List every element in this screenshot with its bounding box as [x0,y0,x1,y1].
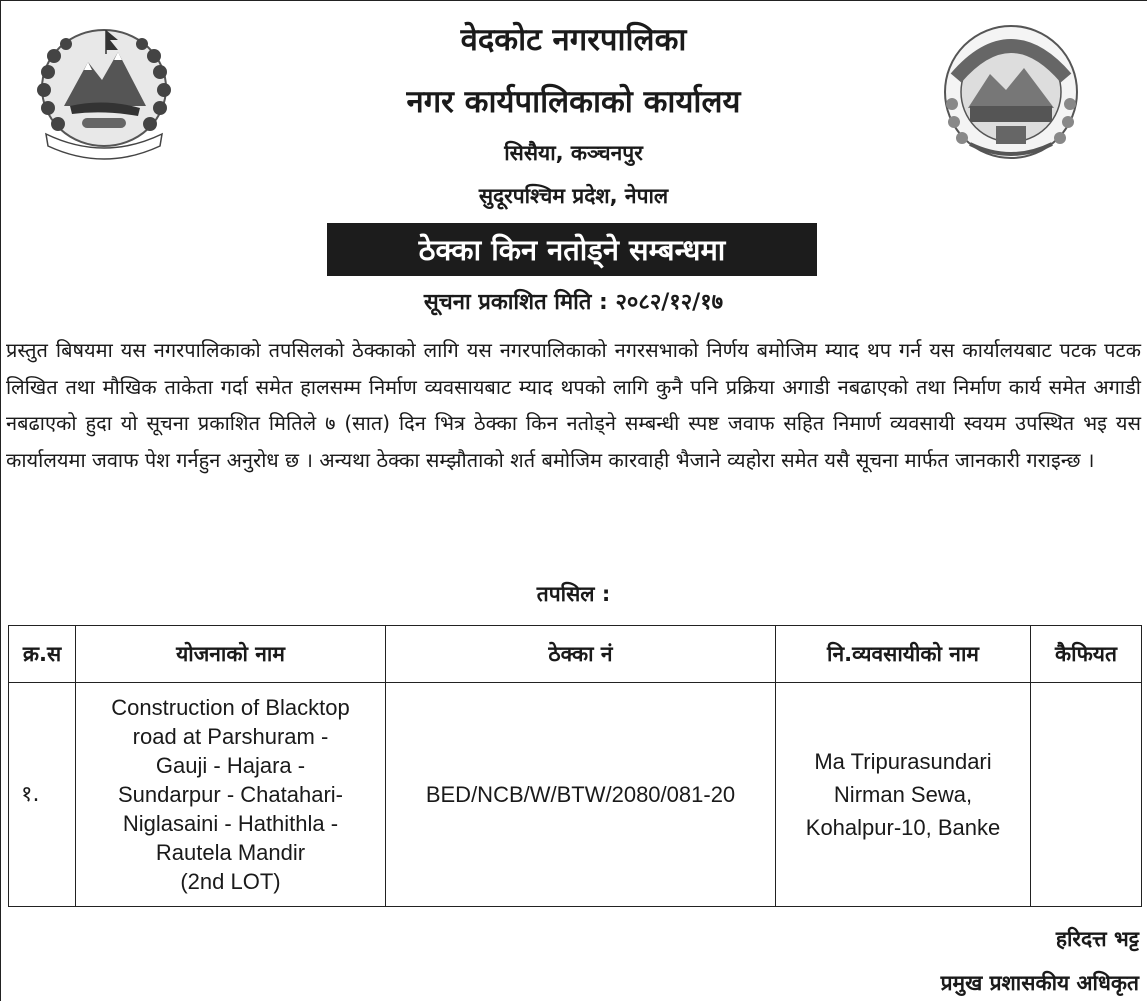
office-address: सिसैया, कञ्चनपुर [504,141,643,165]
office-province: सुदूरपश्चिम प्रदेश, नेपाल [478,184,669,208]
column-header-contractor: नि.व्यवसायीको नाम [776,626,1031,683]
signatory-name: हरिदत्त भट्ट [1055,927,1139,951]
column-header-sn: क्र.स [9,626,76,683]
column-header-remarks: कैफियत [1031,626,1142,683]
cell-remarks [1031,683,1142,907]
office-name: नगर कार्यपालिकाको कार्यालय [406,84,741,120]
municipality-name: वेदकोट नगरपालिका [460,22,687,58]
signatory-designation: प्रमुख प्रशासकीय अधिकृत [940,971,1139,995]
table-row [9,683,1142,907]
cell-contractor: Ma Tripurasundari Nirman Sewa, Kohalpur-10, Banke [776,683,1031,907]
publication-date: सूचना प्रकाशित मिति : २०८२/१२/१७ [423,290,724,315]
column-header-contract-no: ठेक्का नं [386,626,776,683]
notice-title: ठेक्का किन नतोड्ने सम्बन्धमा [418,233,726,267]
cell-contract-no: BED/NCB/W/BTW/2080/081-20 [386,683,776,907]
details-table [8,625,1142,907]
details-heading: तपसिल : [536,582,611,606]
top-border [0,0,1147,1]
notice-title-banner [327,223,817,276]
column-header-project: योजनाको नाम [76,626,386,683]
cell-project: Construction of Blacktop road at Parshuram - Gauji - Hajara - Sundarpur - Chatahari- Niglasaini - Hathithla - Rautela Mandir (2nd LOT) [76,683,386,907]
cell-sn: १. [9,683,76,907]
notice-body: प्रस्तुत बिषयमा यस नगरपालिकाको तपसिलको ठेक्काको लागि यस नगरपालिकाको नगरसभाको निर्णय बमोजिम म्याद थप गर्न यस कार्यालयबाट पटक पटक लिखित तथा मौखिक ताकेता गर्दा समेत हालसम्म निर्माण व्यवसायबाट म्याद थपको लागि कुनै पनि प्रक्रिया अगाडी नबढाएको तथा निर्माण कार्य समेत अगाडी नबढाएको हुदा यो सूचना प्रकाशित मितिले ७ (सात) दिन भित्र ठेक्का किन नतोड्ने सम्बन्धी स्पष्ट जवाफ सहित निमार्ण व्यवसायी स्वयम उपस्थित भइ यस कार्यालयमा जवाफ पेश गर्नहुन अनुरोध छ । अन्यथा ठेक्का सम्झौताको शर्त बमोजिम कारवाही भैजाने व्यहोरा समेत यसै सूचना मार्फत जानकारी गराइन्छ । [6,338,1141,472]
table-header-row [9,626,1142,683]
